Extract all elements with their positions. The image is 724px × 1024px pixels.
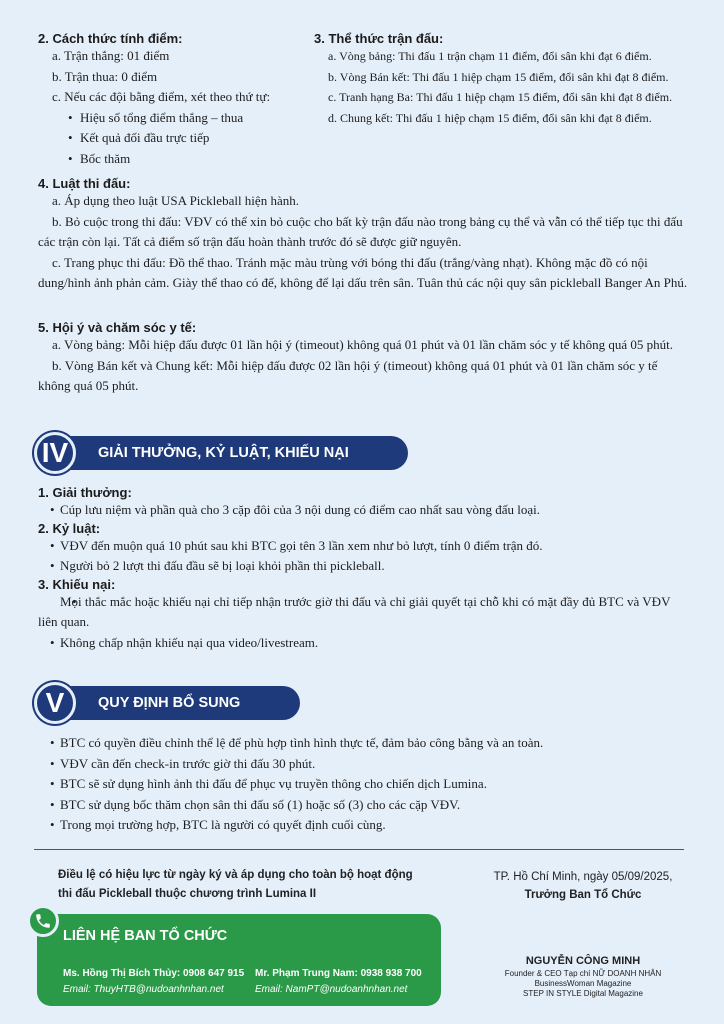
place-date: TP. Hồ Chí Minh, ngày 05/09/2025, [493,871,673,883]
format-item: b. Vòng Bán kết: Thi đấu 1 hiệp chạm 15 điểm, đổi sân khi đạt 8 điểm. [328,69,669,84]
contact-1-email[interactable]: Email: ThuyHTB@nudoanhnhan.net [63,984,224,995]
contact-1-name: Ms. Hồng Thị Bích Thủy: 0908 647 915 [63,968,245,979]
committee-title: Trưởng Ban Tổ Chức [524,889,642,901]
phone-icon [27,905,59,937]
section-timeout-title: 5. Hội ý và chăm sóc y tế: [38,320,197,335]
awards-title: 1. Giải thưởng: [38,485,132,500]
contact-2-email[interactable]: Email: NamPT@nudoanhnhan.net [255,984,408,995]
tie-rule: • Bốc thăm [38,149,308,170]
footer-divider [34,849,684,850]
contact-title: LIÊN HỆ BAN TỔ CHỨC [63,928,228,944]
signer-role: BusinessWoman Magazine [534,979,632,988]
rules-c: c. Trang phục thi đấu: Đồ thể thao. Tránh mặc màu trùng với bóng thi đấu (trắng/vàng nhạt). Không mặc đồ có nội dung/hình ảnh phản cảm. Giày thể thao có đế, không để lại dấu trên sân. Tuân thủ các nội quy sân pickleball Banger An Phú. [38,254,688,290]
complaints-item: • Không chấp nhận khiếu nại qua video/livestream. [38,633,688,654]
supplementary-item: • VĐV cần đến check-in trước giờ thi đấu 30 phút. [38,754,688,775]
tie-rule: • Hiệu số tổng điểm thắng – thua [38,108,308,129]
signer-block [478,955,688,999]
validity-line: Điều lệ có hiệu lực từ ngày ký và áp dụng cho toàn bộ hoạt động [58,869,413,881]
signer-role: Founder & CEO Tạp chí NỮ DOANH NHÂN [504,969,662,978]
awards-item: • Cúp lưu niệm và phần quà cho 3 cặp đôi của 3 nội dung có điểm cao nhất sau vòng đấu loại. [38,500,688,521]
banner-heading-iv: GIẢI THƯỞNG, KỶ LUẬT, KHIẾU NẠI [60,436,408,470]
format-item: c. Tranh hạng Ba: Thi đấu 1 hiệp chạm 15 điểm, đổi sân khi đạt 8 điểm. [328,90,673,104]
supplementary-item: • BTC có quyền điều chỉnh thể lệ để phù hợp tình hình thực tế, đảm bảo công bằng và an toàn. [38,733,688,754]
section-timeout [38,320,688,397]
section-match-format-title: 3. Thể thức trận đấu: [314,31,444,46]
scoring-tie: c. Nếu các đội bằng điểm, xét theo thứ tự: [52,89,271,104]
roman-numeral-v: V [34,682,76,724]
part-iv-content [38,485,688,653]
section-match-format [314,31,694,128]
section-scoring-title: 2. Cách thức tính điểm: [38,31,183,46]
banner-heading-v: QUY ĐỊNH BỔ SUNG [60,686,300,720]
signer-name: NGUYỄN CÔNG MINH [525,955,641,967]
timeout-b: b. Vòng Bán kết và Chung kết: Mỗi hiệp đấu được 02 lần hội ý (timeout) không quá 01 phút và 01 lần chăm sóc y tế không quá 05 phút. [38,357,658,393]
part-v-content [38,733,688,836]
scoring-loss: b. Trận thua: 0 điểm [52,68,158,84]
signer-role: STEP IN STYLE Digital Magazine [523,989,643,998]
validity-line: thi đấu Pickleball thuộc chương trình Lumina II [58,888,317,900]
contact-2-name: Mr. Phạm Trung Nam: 0938 938 700 [255,968,422,979]
discipline-title: 2. Kỷ luật: [38,520,101,536]
supplementary-item: • BTC sẽ sử dụng hình ảnh thi đấu để phục vụ truyền thông cho chiến dịch Lumina. [38,774,688,795]
discipline-item: • Người bỏ 2 lượt thi đấu đầu sẽ bị loại khỏi phần thi pickleball. [38,556,688,577]
roman-numeral-iv: IV [34,432,76,474]
validity-statement [58,866,438,904]
signature-block [478,868,688,904]
format-item: a. Vòng bảng: Thi đấu 1 trận chạm 11 điểm, đổi sân khi đạt 6 điểm. [328,49,652,63]
tie-rule: • Kết quả đối đầu trực tiếp [38,128,308,149]
complaints-item: • Mọi thắc mắc hoặc khiếu nại chỉ tiếp nhận trước giờ thi đấu và chỉ giải quyết tại chỗ khi có mặt đầy đủ BTC và VĐV liên quan. [38,592,688,633]
scoring-win: a. Trận thắng: 01 điểm [52,48,170,63]
supplementary-item: • BTC sử dụng bốc thăm chọn sân thi đấu số (1) hoặc số (3) cho các cặp VĐV. [38,795,688,816]
format-item: d. Chung kết: Thi đấu 1 hiệp chạm 15 điểm, đổi sân khi đạt 8 điểm. [328,110,652,125]
section-scoring [38,31,308,169]
section-rules [38,176,688,294]
timeout-a: a. Vòng bảng: Mỗi hiệp đấu được 01 lần hội ý (timeout) không quá 01 phút và 01 lần chăm sóc y tế không quá 05 phút. [52,337,673,352]
rules-b: b. Bỏ cuộc trong thi đấu: VĐV có thể xin bỏ cuộc cho bất kỳ trận đấu nào trong bảng cụ thể và vẫn có thể tiếp tục thi đấu các trận còn lại. Tất cả điểm số trận đấu hoàn thành trước đó sẽ được giữ nguyên. [38,213,683,249]
rules-a: a. Áp dụng theo luật USA Pickleball hiện hành. [52,193,299,208]
complaints-title: 3. Khiếu nại: [38,576,116,592]
discipline-item: • VĐV đến muộn quá 10 phút sau khi BTC gọi tên 3 lần xem như bỏ lượt, tính 0 điểm trận đó. [38,536,688,557]
section-rules-title: 4. Luật thi đấu: [38,176,131,191]
contact-box [37,914,441,1006]
supplementary-item: • Trong mọi trường hợp, BTC là người có quyết định cuối cùng. [38,815,688,836]
